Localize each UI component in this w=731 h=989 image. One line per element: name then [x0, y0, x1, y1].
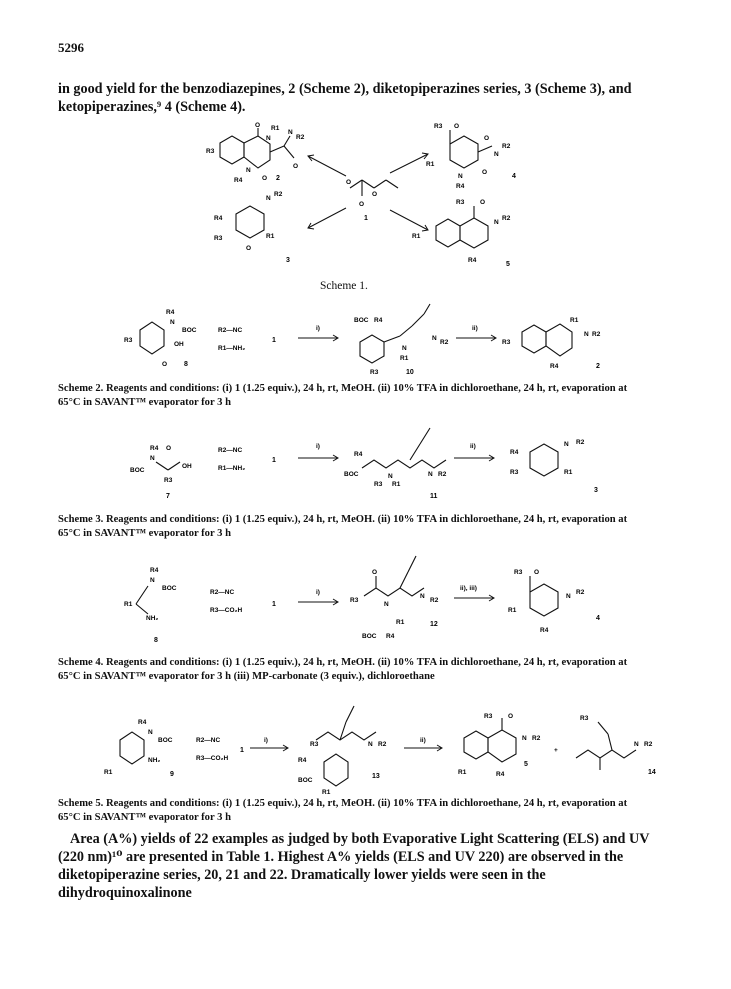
atom-n: N: [388, 473, 393, 480]
compound-number: 7: [166, 493, 170, 500]
label-boc: BOC: [130, 467, 145, 474]
label-r4: R4: [540, 627, 549, 634]
caption-line-2: 65°C in SAVANT™ evaporator for 3 h: [58, 812, 231, 823]
label-r4: R4: [166, 309, 175, 316]
caption-line-1: Scheme 3. Reagents and conditions: (i) 1 (1.25 equiv.), 24 h, rt, MeOH. (ii) 10% TFA in dichloroethane, 24 h, rt, evaporation at: [58, 514, 628, 525]
atom-o: O: [508, 713, 514, 720]
atom-n: N: [634, 741, 639, 748]
atom-n: N: [584, 331, 589, 338]
scheme-1-graphic: [150, 118, 630, 274]
label-r1: R1: [322, 789, 331, 794]
caption-line-2: 65°C in SAVANT™ evaporator for 3 h: [58, 397, 231, 408]
compound-number: 8: [154, 637, 158, 644]
label-boc: BOC: [162, 585, 177, 592]
atom-n: N: [384, 601, 389, 608]
compound-3-structure: [214, 191, 290, 264]
label-r4: R4: [354, 451, 363, 458]
label-r2: R2: [592, 331, 601, 338]
scheme-5-caption: [58, 797, 674, 825]
label-r3: R3: [456, 199, 465, 206]
label-boc: BOC: [354, 317, 369, 324]
label-boc: BOC: [182, 327, 197, 334]
atom-n: N: [288, 129, 293, 136]
label-r3: R3: [164, 477, 173, 484]
scheme-1-label: Scheme 1.: [320, 280, 368, 292]
label-r1: R1: [396, 619, 405, 626]
atom-n: N: [150, 455, 155, 462]
compound-number: 3: [594, 487, 598, 494]
scheme-4-graphic: [110, 550, 630, 648]
label-r3: R3: [124, 337, 133, 344]
atom-o: O: [534, 569, 540, 576]
atom-n: N: [566, 593, 571, 600]
final-line-3: diketopiperazine series, 20, 21 and 22. Dramatically lower yields were seen in the dihydroquinoxalinone: [58, 867, 546, 901]
label-r4: R4: [150, 567, 159, 574]
label-r4: R4: [456, 183, 465, 190]
label-r4: R4: [496, 771, 505, 778]
final-line-1: Area (A%) yields of 22 examples as judged by both Evaporative Light Scattering (ELS) and UV: [70, 831, 650, 847]
label-r2: R2: [440, 339, 449, 346]
step-label: i): [316, 325, 320, 332]
compound-number: 1: [272, 337, 276, 344]
compound-number: 13: [372, 773, 380, 780]
atom-o: O: [372, 569, 378, 576]
label-r2: R2: [430, 597, 439, 604]
label-r3: R3: [206, 148, 215, 155]
scheme-3-graphic: [110, 420, 630, 502]
label-r4: R4: [298, 757, 307, 764]
label-r1: R1: [570, 317, 579, 324]
reagent-isocyanide: R2—NC: [218, 447, 243, 454]
atom-o: O: [359, 201, 365, 208]
label-r4: R4: [234, 177, 243, 184]
label-r2: R2: [438, 471, 447, 478]
label-r4: R4: [138, 719, 147, 726]
atom-o: O: [162, 361, 168, 368]
atom-o: O: [454, 123, 460, 130]
compound-number: 8: [184, 361, 188, 368]
caption-line-1: Scheme 4. Reagents and conditions: (i) 1 (1.25 equiv.), 24 h, rt, MeOH. (ii) 10% TFA in dichloroethane, 24 h, rt, evaporation at: [58, 657, 628, 668]
atom-n: N: [368, 741, 373, 748]
scheme-1-arrows: [308, 153, 428, 231]
step-label: ii): [420, 737, 426, 744]
atom-o: O: [346, 179, 352, 186]
step-label: ii), iii): [460, 585, 477, 592]
final-line-2: (220 nm)¹⁰ are presented in Table 1. Highest A% yields (ELS and UV 220) are observed in the: [58, 849, 624, 865]
label-r1: R1: [266, 233, 275, 240]
page-number: 5296: [58, 40, 84, 55]
atom-n: N: [420, 593, 425, 600]
atom-o: O: [246, 245, 252, 252]
plus-sign: +: [554, 747, 558, 754]
atom-n: N: [266, 135, 271, 142]
label-r1: R1: [458, 769, 467, 776]
compound-number: 9: [170, 771, 174, 778]
final-paragraph: [58, 830, 674, 902]
label-boc: BOC: [362, 633, 377, 640]
compound-number: 2: [276, 175, 280, 182]
compound-number: 2: [596, 363, 600, 370]
label-r2: R2: [274, 191, 283, 198]
scheme-4-caption: [58, 656, 674, 684]
label-r4: R4: [468, 257, 477, 264]
label-r1: R1: [400, 355, 409, 362]
label-boc: BOC: [344, 471, 359, 478]
label-r1: R1: [392, 481, 401, 488]
label-r3: R3: [310, 741, 319, 748]
atom-o: O: [262, 175, 268, 182]
label-boc: BOC: [298, 777, 313, 784]
label-r4: R4: [386, 633, 395, 640]
reagent-acid: R3—CO₂H: [210, 607, 243, 614]
compound-1-structure: [346, 179, 398, 222]
scheme-2-caption: [58, 382, 674, 410]
label-oh: OH: [182, 463, 192, 470]
label-r1: R1: [271, 125, 280, 132]
compound-number: 11: [430, 493, 438, 500]
step-label: ii): [472, 325, 478, 332]
atom-n: N: [458, 173, 463, 180]
atom-o: O: [166, 445, 172, 452]
intro-paragraph: [58, 80, 674, 116]
compound-2-structure: [206, 122, 305, 184]
label-oh: OH: [174, 341, 184, 348]
compound-4-structure: [426, 123, 516, 190]
label-r2: R2: [378, 741, 387, 748]
label-r2: R2: [296, 134, 305, 141]
label-r1: R1: [124, 601, 133, 608]
reagent-acid: R3—CO₂H: [196, 755, 229, 762]
label-r3: R3: [374, 481, 383, 488]
label-r4: R4: [550, 363, 559, 370]
label-r3: R3: [370, 369, 379, 376]
label-r2: R2: [532, 735, 541, 742]
label-r4: R4: [214, 215, 223, 222]
label-r2: R2: [576, 589, 585, 596]
reagent-isocyanide: R2—NC: [218, 327, 243, 334]
label-r3: R3: [580, 715, 589, 722]
label-r1: R1: [564, 469, 573, 476]
compound-number: 4: [512, 173, 516, 180]
step-label: ii): [470, 443, 476, 450]
label-r2: R2: [502, 215, 511, 222]
compound-number: 14: [648, 769, 656, 776]
label-r3: R3: [514, 569, 523, 576]
compound-number: 1: [272, 457, 276, 464]
step-label: i): [316, 443, 320, 450]
compound-number: 1: [240, 747, 244, 754]
reagent-isocyanide: R2—NC: [196, 737, 221, 744]
label-r1: R1: [412, 233, 421, 240]
label-r3: R3: [502, 339, 511, 346]
atom-n: N: [246, 167, 251, 174]
caption-line-2: 65°C in SAVANT™ evaporator for 3 h: [58, 528, 231, 539]
caption-line-1: Scheme 2. Reagents and conditions: (i) 1 (1.25 equiv.), 24 h, rt, MeOH. (ii) 10% TFA in dichloroethane, 24 h, rt, evaporation at: [58, 383, 628, 394]
label-nh2: NH₂: [148, 757, 161, 764]
intro-line-1: in good yield for the benzodiazepines, 2 (Scheme 2), diketopiperazines series, 3 (Scheme 3), and: [58, 81, 632, 97]
label-r3: R3: [484, 713, 493, 720]
label-r1: R1: [426, 161, 435, 168]
reagent-isocyanide: R2—NC: [210, 589, 235, 596]
atom-o: O: [484, 135, 490, 142]
label-r4: R4: [374, 317, 383, 324]
step-label: i): [316, 589, 320, 596]
atom-o: O: [372, 191, 378, 198]
label-r4: R4: [150, 445, 159, 452]
atom-n: N: [148, 729, 153, 736]
label-r1: R1: [104, 769, 113, 776]
label-r3: R3: [350, 597, 359, 604]
compound-number: 1: [364, 215, 368, 222]
compound-5-structure: [412, 199, 511, 268]
reagent-amine: R1—NH₂: [218, 345, 246, 352]
compound-number: 4: [596, 615, 600, 622]
label-nh2: NH₂: [146, 615, 159, 622]
atom-o: O: [293, 163, 299, 170]
label-r3: R3: [434, 123, 443, 130]
label-boc: BOC: [158, 737, 173, 744]
atom-n: N: [402, 345, 407, 352]
scheme-5-graphic: [90, 700, 670, 794]
label-r2: R2: [502, 143, 511, 150]
compound-number: 5: [506, 261, 510, 268]
compound-number: 5: [524, 761, 528, 768]
label-r1: R1: [508, 607, 517, 614]
atom-n: N: [494, 151, 499, 158]
label-r3: R3: [510, 469, 519, 476]
step-label: i): [264, 737, 268, 744]
compound-number: 3: [286, 257, 290, 264]
compound-number: 10: [406, 369, 414, 376]
atom-n: N: [494, 219, 499, 226]
atom-n: N: [170, 319, 175, 326]
label-r2: R2: [576, 439, 585, 446]
atom-o: O: [480, 199, 486, 206]
compound-number: 12: [430, 621, 438, 628]
atom-n: N: [564, 441, 569, 448]
atom-n: N: [266, 195, 271, 202]
intro-line-2: ketopiperazines,⁹ 4 (Scheme 4).: [58, 99, 246, 115]
atom-n: N: [150, 577, 155, 584]
caption-line-2: 65°C in SAVANT™ evaporator for 3 h (iii) MP-carbonate (3 equiv.), dichloroethane: [58, 671, 435, 682]
atom-o: O: [255, 122, 261, 129]
label-r4: R4: [510, 449, 519, 456]
caption-line-1: Scheme 5. Reagents and conditions: (i) 1 (1.25 equiv.), 24 h, rt, MeOH. (ii) 10% TFA in dichloroethane, 24 h, rt, evaporation at: [58, 798, 628, 809]
atom-n: N: [522, 735, 527, 742]
atom-n: N: [428, 471, 433, 478]
reagent-amine: R1—NH₂: [218, 465, 246, 472]
label-r3: R3: [214, 235, 223, 242]
atom-o: O: [482, 169, 488, 176]
scheme-2-graphic: [110, 300, 630, 378]
compound-number: 1: [272, 601, 276, 608]
scheme-3-caption: [58, 513, 674, 541]
atom-n: N: [432, 335, 437, 342]
label-r2: R2: [644, 741, 653, 748]
